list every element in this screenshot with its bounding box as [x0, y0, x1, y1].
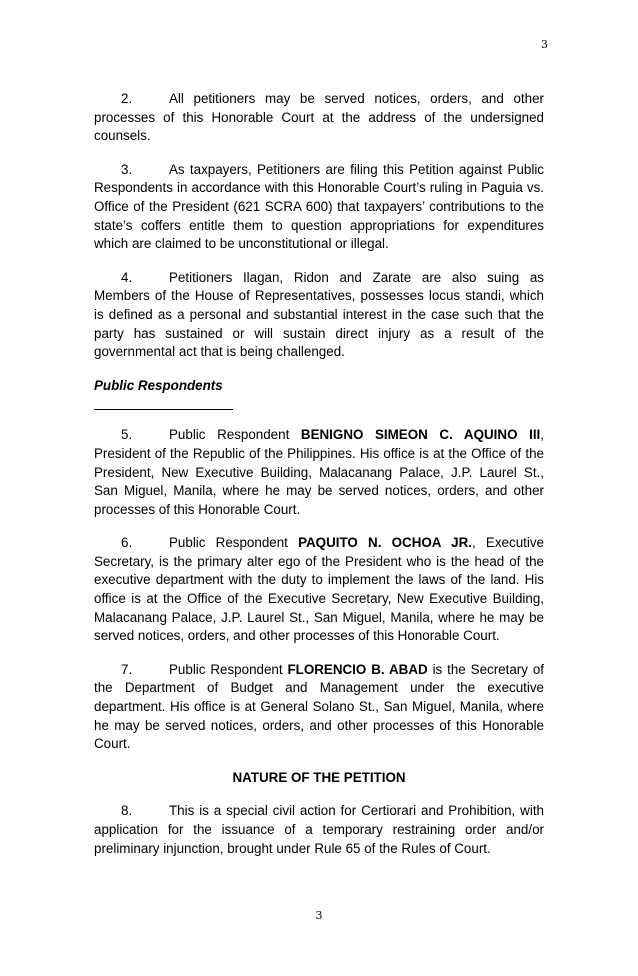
paragraph-text: , Executive Secretary, is the primary alter ego of the President who is the head of the executive department with the duty to implement the laws of the land. His office is at the Office of the Executive Secretary, New Executive Building, Malacanang Palace, J.P. Laurel St., San Miguel, Manila, where he may be served notices, orders, and other processes of this Honorable Court.: [94, 535, 544, 644]
section-heading-public-respondents: Public Respondents: [94, 377, 223, 393]
paragraph-text-lead: Public Respondent: [169, 427, 301, 443]
paragraph-text-lead: Public Respondent: [169, 535, 299, 551]
section-heading-nature: NATURE OF THE PETITION: [232, 769, 406, 785]
document-body: [94, 90, 544, 873]
paragraph-number: 4.: [121, 269, 133, 285]
paragraph-text: As taxpayers, Petitioners are filing this Petition against Public Respondents in accordance with this Honorable Court’s ruling in Paguia vs. Office of the President (621 SCRA 600) that taxpayers’ contributions to the state’s coffers entitle them to question appropriations for expenditures which are claimed to be unconstitutional or illegal.: [94, 161, 544, 252]
respondent-name: PAQUITO N. OCHOA JR.: [298, 535, 473, 551]
paragraph-text: Petitioners Ilagan, Ridon and Zarate are also suing as Members of the House of Representatives, possesses locus standi, which is defined as a personal and substantial interest in the case such that the party has sustained or will sustain direct injury as a result of the governmental act that is being challenged.: [94, 269, 544, 360]
page-number-top: 3: [541, 38, 548, 51]
paragraph-2: [94, 90, 544, 146]
paragraph-number: 5.: [121, 427, 133, 443]
paragraph-number: 2.: [121, 91, 133, 106]
paragraph-text: is the Secretary of the Department of Budget and Management under the executive department. His office is at General Solano St., San Miguel, Manila, where he may be served notices, orders, and other processes of this Honorable Court.: [94, 661, 544, 752]
respondent-name: FLORENCIO B. ABAD: [287, 661, 428, 677]
paragraph-text: This is a special civil action for Certiorari and Prohibition, with application for the issuance of a temporary restraining order and/or preliminary injunction, brought under Rule 65 of the Rules of Court.: [94, 803, 544, 856]
section-underline: [94, 395, 233, 410]
paragraph-6: [94, 534, 544, 646]
paragraph-number: 6.: [121, 535, 133, 551]
respondent-name: BENIGNO SIMEON C. AQUINO III: [300, 427, 541, 443]
page-number-bottom: 3: [315, 909, 323, 922]
paragraph-text-lead: Public Respondent: [169, 661, 288, 677]
paragraph-number: 7.: [121, 661, 133, 677]
paragraph-3: [94, 161, 544, 254]
paragraph-8: [94, 802, 544, 858]
paragraph-7: [94, 661, 544, 754]
paragraph-text: , President of the Republic of the Philippines. His office is at the Office of the President, New Executive Building, Malacanang Palace, J.P. Laurel St., San Miguel, Manila, where he may be served notices, orders, and other processes of this Honorable Court.: [94, 427, 544, 517]
paragraph-number: 3.: [121, 161, 133, 177]
paragraph-number: 8.: [121, 803, 133, 819]
paragraph-5: [94, 426, 544, 519]
paragraph-text: All petitioners may be served notices, orders, and other processes of this Honorable Court at the address of the undersigned counsels.: [94, 91, 544, 144]
paragraph-4: [94, 269, 544, 362]
